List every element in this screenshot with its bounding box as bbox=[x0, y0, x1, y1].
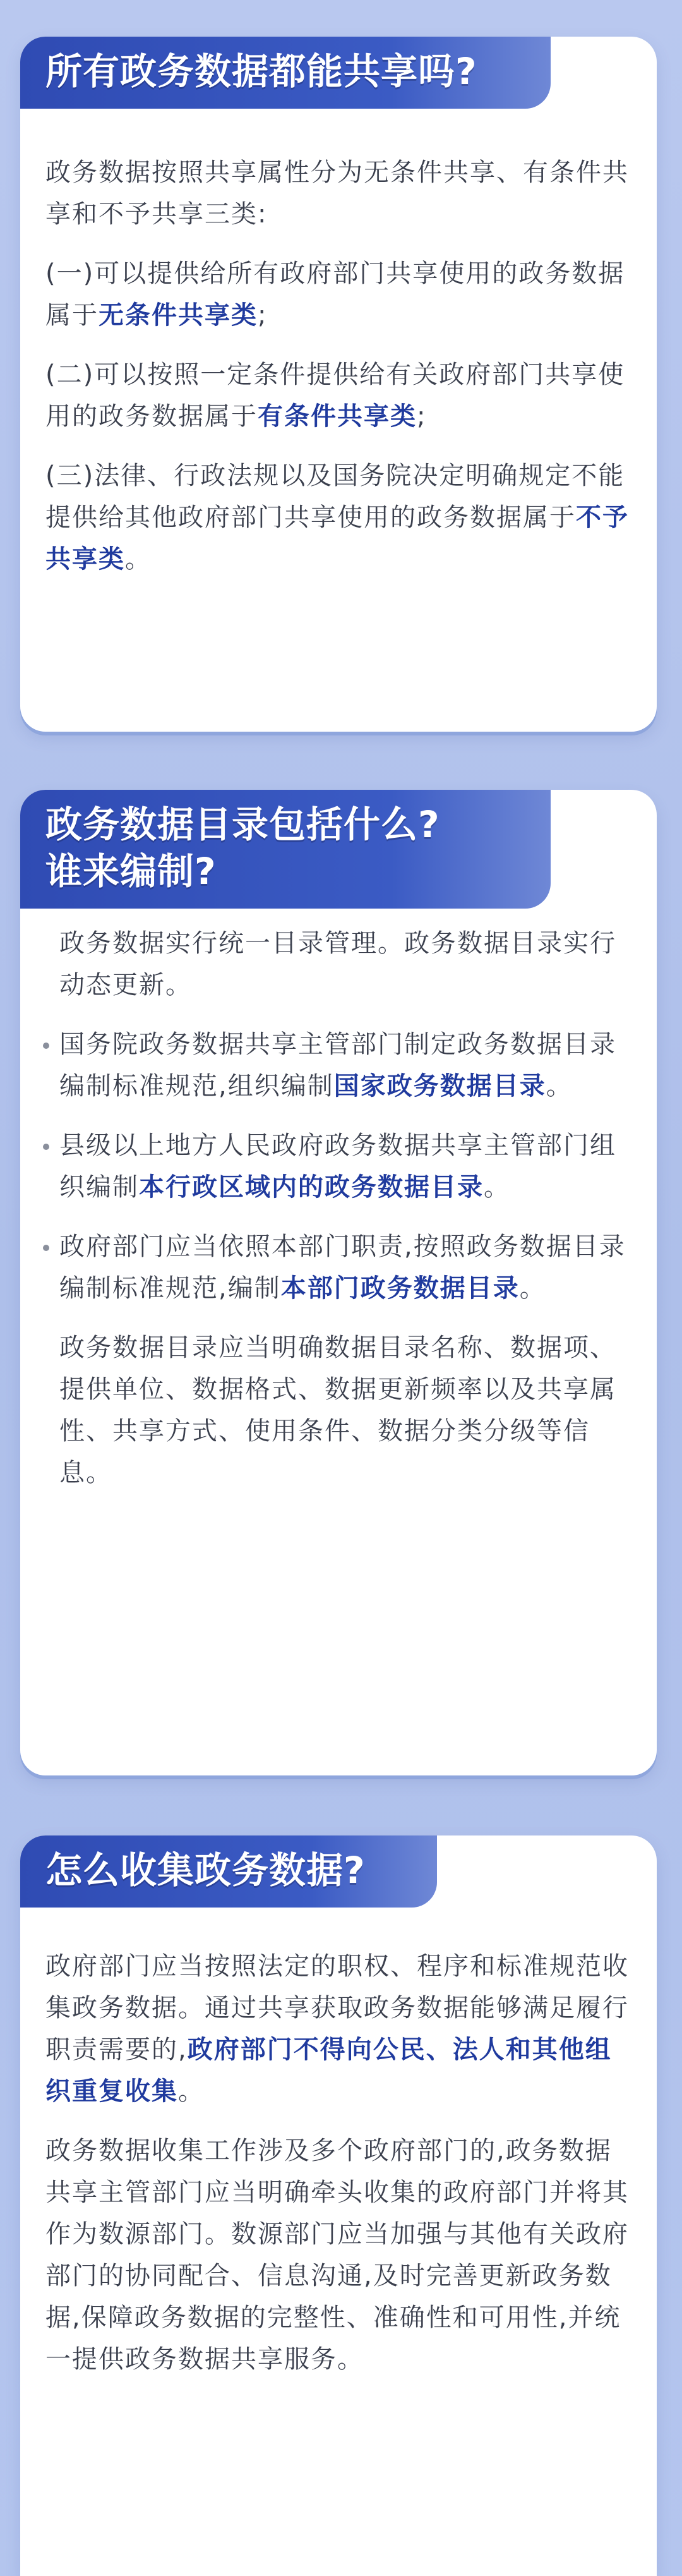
paragraph-text: (三)法律、行政法规以及国务院决定明确规定不能提供给其他政府部门共享使用的政务数据属于 bbox=[45, 461, 625, 532]
section-title bbox=[20, 790, 551, 909]
bullet-text: 国务院政务数据共享主管部门制定政务数据目录编制标准规范,组织编制 bbox=[59, 1030, 616, 1101]
paragraph bbox=[45, 253, 631, 336]
highlight-text: 本行政区域内的政务数据目录 bbox=[139, 1173, 484, 1202]
bullet-punct: 。 bbox=[519, 1274, 546, 1303]
paragraph bbox=[45, 354, 631, 437]
highlight-text: 政府部门不得向公民、法人和其他组织重复收集 bbox=[45, 2035, 612, 2106]
section-card-collection bbox=[20, 1835, 657, 2576]
paragraph-punct: 。 bbox=[125, 545, 152, 574]
paragraph-punct: 。 bbox=[178, 2077, 205, 2106]
bullet-item bbox=[45, 1226, 631, 1309]
section-title-line: 政务数据目录包括什么? bbox=[45, 803, 440, 846]
bullet-item bbox=[45, 1024, 631, 1107]
paragraph bbox=[45, 455, 631, 580]
section-title bbox=[20, 37, 551, 109]
section-card-sharing bbox=[20, 37, 657, 732]
paragraph-punct: ; bbox=[417, 402, 427, 431]
bullet-punct: 。 bbox=[546, 1072, 573, 1101]
bullet-text: 县级以上地方人民政府政务数据共享主管部门组织编制 bbox=[59, 1131, 616, 1202]
highlight-text: 国家政务数据目录 bbox=[333, 1072, 546, 1101]
paragraph: 政务数据收集工作涉及多个政府部门的,政务数据共享主管部门应当明确牵头收集的政府部门并将其作为数源部门。数源部门应当加强与其他有关政府部门的协同配合、信息沟通,及时完善更新政务数据,保障政务数据的完整性、准确性和可用性,并统一提供政务数据共享服务。 bbox=[45, 2136, 629, 2374]
paragraph: 政务数据实行统一目录管理。政务数据目录实行动态更新。 bbox=[59, 929, 616, 1000]
highlight-text: 不予共享类 bbox=[45, 503, 629, 574]
paragraph: 政务数据按照共享属性分为无条件共享、有条件共享和不予共享三类: bbox=[45, 158, 629, 229]
paragraph-punct: ; bbox=[258, 301, 268, 330]
highlight-text: 本部门政务数据目录 bbox=[280, 1274, 520, 1303]
highlight-text: 无条件共享类 bbox=[99, 301, 258, 330]
section-title-text: 怎么收集政务数据? bbox=[45, 1849, 366, 1892]
bullet-text: 政府部门应当依照本部门职责,按照政务数据目录编制标准规范,编制 bbox=[59, 1232, 626, 1303]
highlight-text: 有条件共享类 bbox=[258, 402, 417, 431]
section-title bbox=[20, 1835, 437, 1908]
paragraph-text: 政府部门应当按照法定的职权、程序和标准规范收集政务数据。通过共享获取政务数据能够满足履行职责需要的, bbox=[45, 1952, 629, 2064]
paragraph: 政务数据目录应当明确数据目录名称、数据项、提供单位、数据格式、数据更新频率以及共享属性、共享方式、使用条件、数据分类分级等信息。 bbox=[59, 1333, 616, 1487]
paragraph-text: (二)可以按照一定条件提供给有关政府部门共享使用的政务数据属于 bbox=[45, 360, 625, 431]
section-card-catalog bbox=[20, 790, 657, 1775]
bullet-punct: 。 bbox=[484, 1173, 510, 1202]
bullet-item bbox=[45, 1125, 631, 1208]
paragraph bbox=[45, 1945, 631, 2112]
paragraph-text: (一)可以提供给所有政府部门共享使用的政务数据属于 bbox=[45, 259, 625, 330]
section-title-text: 所有政务数据都能共享吗? bbox=[45, 50, 477, 93]
section-title-line: 谁来编制? bbox=[45, 850, 217, 893]
